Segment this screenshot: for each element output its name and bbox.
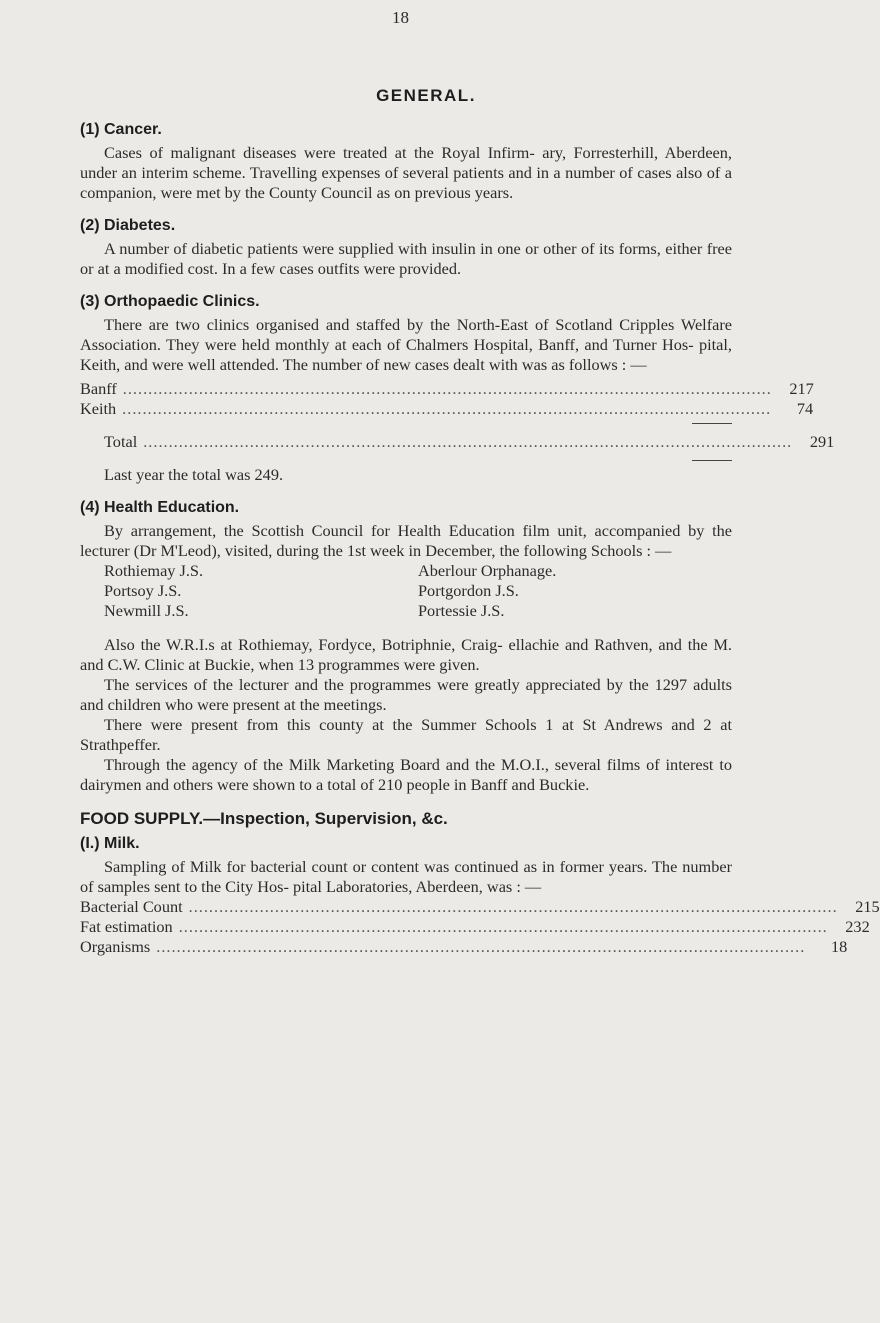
diabetes-title: (2) Diabetes. — [80, 217, 176, 234]
page-content — [80, 86, 880, 971]
table-row — [80, 379, 814, 399]
leader-dots: ................................................................................................................................ — [122, 379, 772, 398]
row-label: Keith — [80, 399, 117, 418]
row-label: Bacterial Count — [80, 897, 183, 916]
leader-dots: ................................................................................................................................ — [156, 937, 806, 956]
orthopaedic-table — [80, 379, 835, 461]
diabetes-section — [80, 217, 732, 279]
page-number: 18 — [392, 8, 409, 27]
school-item: Rothiemay J.S. — [104, 561, 204, 580]
health-education-text: By arrangement, the Scottish Council for Health Education film unit, accompanied by the lecturer (Dr M'Leod), visited, during the 1st week in December, the following Schools : — — [80, 521, 732, 560]
row-value: 217 — [789, 379, 814, 398]
health-education-text: There were present from this county at the Summer Schools 1 at St Andrews and 2 at Strathpeffer. — [80, 715, 732, 754]
cancer-title: (1) Cancer. — [80, 121, 162, 138]
table-row — [80, 937, 848, 957]
food-supply-section — [80, 809, 880, 957]
row-label: Organisms — [80, 937, 151, 956]
milk-title: (I.) Milk. — [80, 835, 140, 852]
school-item: Portessie J.S. — [418, 601, 505, 620]
table-row — [80, 399, 814, 419]
school-item: Portgordon J.S. — [418, 581, 519, 600]
milk-table — [80, 897, 880, 957]
leader-dots: ................................................................................................................................ — [122, 399, 772, 418]
section-heading: GENERAL. — [376, 86, 476, 105]
orthopaedic-section — [80, 293, 835, 485]
leader-dots: ................................................................................................................................ — [178, 917, 828, 936]
health-education-text: The services of the lecturer and the programmes were greatly appreciated by the 1297 adults and children who were present at the meetings. — [80, 675, 732, 714]
orthopaedic-title: (3) Orthopaedic Clinics. — [80, 293, 260, 310]
table-row — [80, 917, 870, 937]
row-label: Fat estimation — [80, 917, 173, 936]
last-year-text: Last year the total was 249. — [104, 465, 284, 484]
row-value: 18 — [830, 937, 848, 956]
milk-text: Sampling of Milk for bacterial count or content was continued as in former years. The number of samples sent to the City Hos- pital Laboratories, Aberdeen, was : — — [80, 857, 732, 896]
leader-dots: ................................................................................................................................ — [143, 432, 793, 451]
schools-list — [80, 561, 732, 621]
cancer-text: Cases of malignant diseases were treated at the Royal Infirm- ary, Forresterhill, Aberdeen, under an interim scheme. Travelling expenses of several patients and in a number of cases also of a companion, were met by the County Council as on previous years. — [80, 143, 732, 202]
school-item: Newmill J.S. — [104, 601, 189, 620]
leader-dots: ................................................................................................................................ — [188, 897, 838, 916]
total-row — [80, 432, 835, 452]
school-item: Aberlour Orphanage. — [418, 561, 557, 580]
health-education-title: (4) Health Education. — [80, 499, 240, 516]
diabetes-text: A number of diabetic patients were supplied with insulin in one or other of its forms, either free or at a modified cost. In a few cases outfits were provided. — [80, 239, 732, 278]
school-item: Portsoy J.S. — [104, 581, 182, 600]
sum-rule — [692, 423, 732, 424]
total-value: 291 — [809, 432, 835, 451]
orthopaedic-text: There are two clinics organised and staffed by the North-East of Scotland Cripples Welfare Association. They were held monthly at each of Chalmers Hospital, Banff, and Turner Hos- pital, Keith, and were well attended. The number of new cases dealt with was as follows : — — [80, 315, 732, 374]
health-education-text: Also the W.R.I.s at Rothiemay, Fordyce, Botriphnie, Craig- ellachie and Rathven, and the M. and C.W. Clinic at Buckie, when 13 programmes were given. — [80, 635, 732, 674]
row-value: 215 — [855, 897, 880, 916]
row-label: Banff — [80, 379, 117, 398]
health-education-section — [80, 499, 732, 795]
cancer-section — [80, 121, 732, 203]
food-supply-title: FOOD SUPPLY.—Inspection, Supervision, &c. — [80, 809, 448, 828]
total-rule — [692, 460, 732, 461]
total-label: Total — [104, 432, 138, 451]
table-row — [80, 897, 880, 917]
row-value: 232 — [845, 917, 870, 936]
health-education-text: Through the agency of the Milk Marketing Board and the M.O.I., several films of interest to dairymen and others were shown to a total of 210 people in Banff and Buckie. — [80, 755, 732, 794]
row-value: 74 — [796, 399, 814, 418]
